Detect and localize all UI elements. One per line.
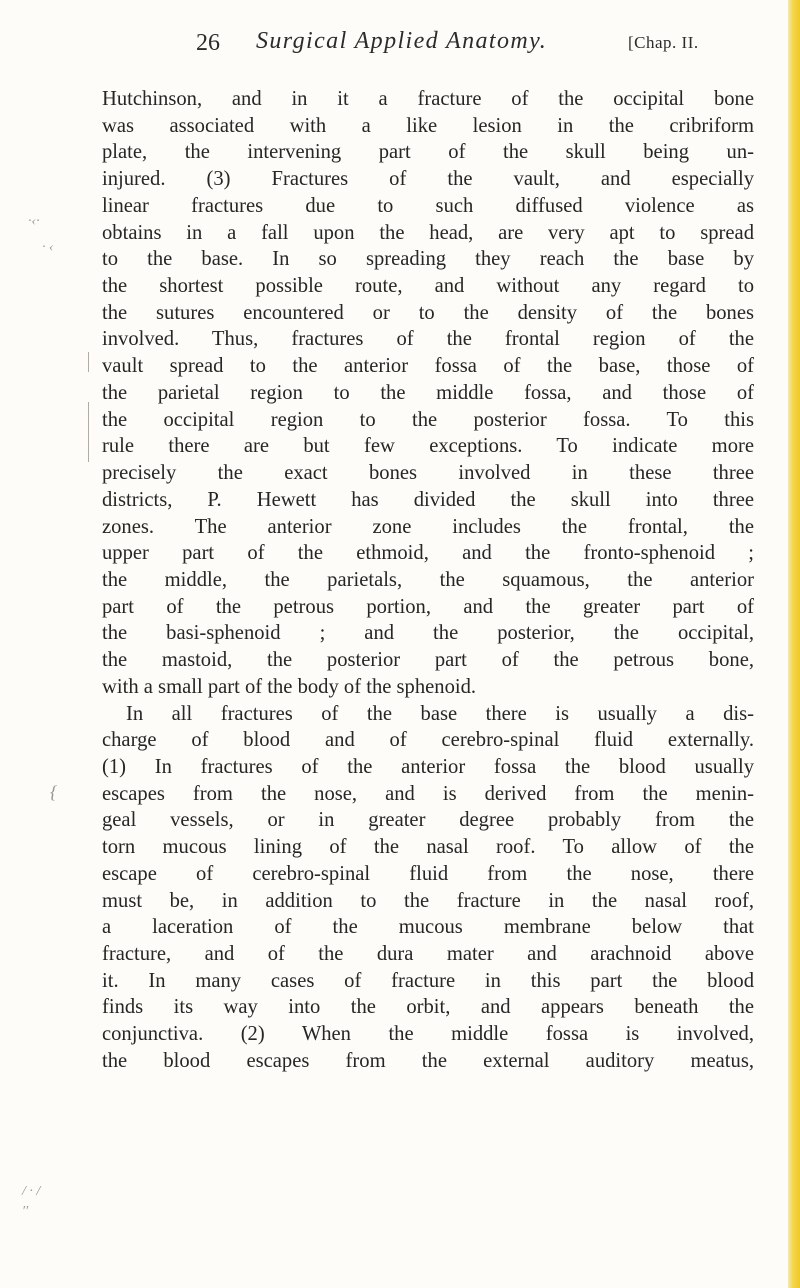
text-line: it. In many cases of fracture in this part the blood <box>102 969 754 992</box>
text-line: the blood escapes from the external auditory meatus, <box>102 1049 754 1072</box>
text-line: the middle, the parietals, the squamous, the anterior <box>102 568 754 591</box>
text-line: with a small part of the body of the sphenoid. <box>102 675 477 698</box>
text-line: fracture, and of the dura mater and arachnoid above <box>102 943 754 965</box>
margin-pencil-mark: · ‹ <box>42 240 54 255</box>
text-line: to the base. In so spreading they reach the base by <box>102 248 754 271</box>
text-line: (1) In fractures of the anterior fossa the blood usually <box>102 755 754 778</box>
text-line: torn mucous lining of the nasal roof. To allow of the <box>102 836 754 859</box>
text-line: must be, in addition to the fracture in the nasal roof, <box>102 889 754 912</box>
text-line: rule there are but few exceptions. To indicate more <box>102 435 754 458</box>
paragraph-1 <box>102 86 754 701</box>
margin-pencil-mark: ′′ <box>22 1204 29 1219</box>
text-line: the occipital region to the posterior fossa. To this <box>102 408 754 431</box>
text-line: finds its way into the orbit, and appears beneath the <box>102 996 754 1019</box>
text-line: the mastoid, the posterior part of the petrous bone, <box>102 649 754 672</box>
page-number: 26 <box>196 30 220 56</box>
text-line: injured. (3) Fractures of the vault, and especially <box>102 168 754 191</box>
text-line: In all fractures of the base there is usually a dis- <box>126 702 754 725</box>
text-line: upper part of the ethmoid, and the fronto-sphenoid ; <box>102 542 754 565</box>
text-line: involved. Thus, fractures of the frontal region of the <box>102 328 754 351</box>
chapter-label: [Chap. II. <box>628 33 699 52</box>
body-text <box>102 86 754 1075</box>
text-line: Hutchinson, and in it a fracture of the occipital bone <box>102 88 754 110</box>
page-edge <box>788 0 800 1288</box>
running-title: Surgical Applied Anatomy. <box>256 28 548 54</box>
text-line: part of the petrous portion, and the greater part of <box>102 595 754 618</box>
margin-pencil-mark: / · / <box>22 1184 41 1199</box>
text-line: zones. The anterior zone includes the frontal, the <box>102 515 754 538</box>
text-line: conjunctiva. (2) When the middle fossa is involved, <box>102 1023 754 1046</box>
margin-pencil-mark <box>88 402 89 462</box>
text-line: the parietal region to the middle fossa, and those of <box>102 381 754 404</box>
paragraph-2 <box>102 701 754 1075</box>
margin-pencil-mark <box>88 352 89 372</box>
text-line: linear fractures due to such diffused violence as <box>102 194 754 217</box>
text-line: charge of blood and of cerebro-spinal fluid externally. <box>102 729 754 752</box>
text-line: plate, the intervening part of the skull being un- <box>102 141 754 164</box>
text-line: districts, P. Hewett has divided the skull into three <box>102 488 754 511</box>
text-line: the sutures encountered or to the density of the bones <box>102 301 754 324</box>
text-line: escape of cerebro-spinal fluid from the nose, there <box>102 862 754 885</box>
text-line: a laceration of the mucous membrane below that <box>102 916 754 939</box>
margin-pencil-mark: { <box>50 782 58 802</box>
text-line: the shortest possible route, and without any regard to <box>102 275 754 298</box>
text-line: escapes from the nose, and is derived from the menin- <box>102 782 754 805</box>
text-line: the basi-sphenoid ; and the posterior, the occipital, <box>102 622 754 645</box>
text-line: was associated with a like lesion in the cribriform <box>102 114 754 137</box>
margin-pencil-mark: ·‹· <box>28 214 40 229</box>
text-line: obtains in a fall upon the head, are very apt to spread <box>102 221 754 244</box>
page-header <box>196 24 756 64</box>
text-line: vault spread to the anterior fossa of the base, those of <box>102 355 754 378</box>
text-line: precisely the exact bones involved in these three <box>102 462 754 485</box>
text-line: geal vessels, or in greater degree probably from the <box>102 809 754 832</box>
